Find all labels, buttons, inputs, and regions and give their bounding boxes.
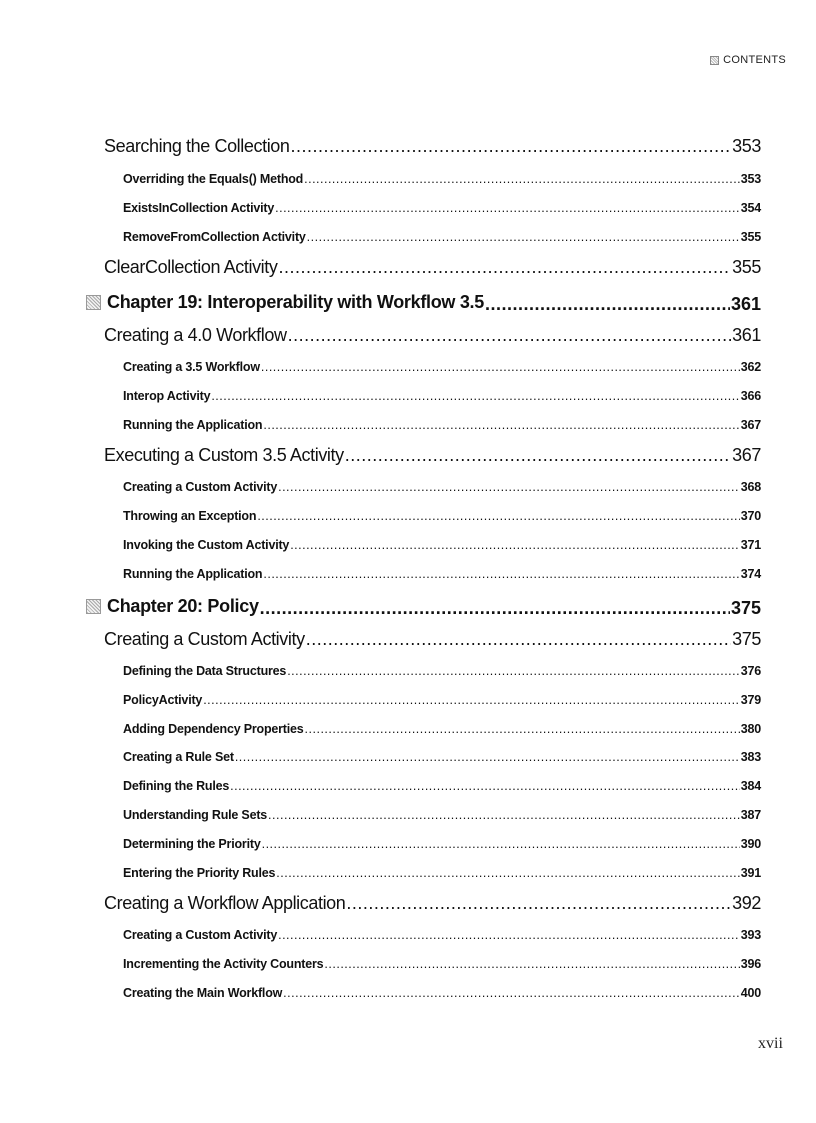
toc-entry-title	[123, 779, 229, 793]
toc-entry-title-text: Interop Activity	[123, 389, 211, 403]
toc-entry-title-text: Creating a Workflow Application	[104, 893, 346, 913]
toc-subsection-entry[interactable]	[123, 360, 761, 374]
toc-entry-title	[123, 538, 289, 552]
toc-entry-page: 361	[732, 325, 761, 345]
dot-leader	[278, 480, 740, 494]
toc-section-entry[interactable]	[104, 629, 761, 650]
toc-subsection-entry[interactable]	[123, 957, 761, 971]
toc-subsection-entry[interactable]	[123, 567, 761, 581]
chapter-square-icon	[86, 295, 101, 310]
toc-entry-title	[123, 693, 202, 707]
dot-leader	[276, 866, 739, 880]
toc-entry-title	[86, 596, 259, 617]
dot-leader	[307, 230, 740, 244]
toc-entry-title	[104, 325, 287, 346]
dot-leader	[235, 750, 740, 764]
toc-subsection-entry[interactable]	[123, 538, 761, 552]
toc-entry-title-text: Creating the Main Workflow	[123, 986, 283, 1000]
toc-subsection-entry[interactable]	[123, 389, 761, 403]
toc-entry-title	[123, 230, 306, 244]
toc-entry-title	[104, 136, 290, 157]
toc-entry-title	[104, 445, 344, 466]
toc-entry-title	[86, 292, 484, 313]
toc-entry-title	[123, 480, 277, 494]
dot-leader	[262, 837, 740, 851]
dot-leader	[263, 567, 739, 581]
toc-entry-title-text: Executing a Custom 3.5 Activity	[104, 445, 344, 465]
toc-entry-page: 393	[740, 928, 761, 942]
dot-leader	[230, 779, 740, 793]
toc-entry-page: 390	[740, 837, 761, 851]
toc-section-entry[interactable]	[104, 136, 761, 157]
toc-entry-page: 361	[730, 294, 761, 314]
dot-leader	[268, 808, 740, 822]
running-head-text: CONTENTS	[723, 54, 786, 66]
toc-entry-title	[123, 928, 277, 942]
toc-entry-page: 371	[740, 538, 761, 552]
dot-leader	[306, 629, 731, 650]
toc-entry-title	[123, 664, 286, 678]
toc-entry-title	[104, 257, 277, 278]
dot-leader	[291, 136, 732, 157]
toc-entry-title-text: Running the Application	[123, 418, 263, 432]
toc-entry-page: 370	[740, 509, 761, 523]
toc-entry-page: 353	[732, 136, 761, 156]
toc-entry-title	[123, 866, 275, 880]
toc-entry-title-text: Invoking the Custom Activity	[123, 538, 290, 552]
toc-subsection-entry[interactable]	[123, 866, 761, 880]
toc-entry-page: 380	[740, 722, 761, 736]
dot-leader	[283, 986, 740, 1000]
toc-entry-title	[123, 172, 303, 186]
toc-entry-page: 354	[740, 201, 761, 215]
toc-entry-title	[123, 957, 323, 971]
toc-section-entry[interactable]	[104, 445, 761, 466]
toc-entry-title-text: ExistsInCollection Activity	[123, 201, 275, 215]
toc-section-entry[interactable]	[104, 893, 761, 914]
toc-entry-title-text: Chapter 19: Interoperability with Workflow 3.5	[107, 292, 484, 312]
toc-entry-title-text: Creating a Custom Activity	[104, 629, 305, 649]
toc-entry-title	[123, 201, 274, 215]
toc-entry-title-text: Entering the Priority Rules	[123, 866, 276, 880]
toc-subsection-entry[interactable]	[123, 779, 761, 793]
toc-entry-page: 366	[740, 389, 761, 403]
toc-entry-page: 355	[732, 257, 761, 277]
toc-entry-title-text: ClearCollection Activity	[104, 257, 278, 277]
toc-entry-title	[123, 837, 261, 851]
toc-entry-title-text: Creating a Custom Activity	[123, 928, 278, 942]
dot-leader	[203, 693, 740, 707]
dot-leader	[288, 325, 732, 346]
toc-entry-title-text: Defining the Data Structures	[123, 664, 287, 678]
toc-entry-page: 355	[740, 230, 761, 244]
toc-entry-title	[123, 389, 210, 403]
toc-entry-page: 375	[732, 629, 761, 649]
toc-entry-page: 383	[740, 750, 761, 764]
dot-leader	[287, 664, 740, 678]
toc-entry-title-text: Searching the Collection	[104, 136, 290, 156]
toc-section-entry[interactable]	[104, 325, 761, 346]
toc-entry-page: 387	[740, 808, 761, 822]
contents-square-icon	[710, 56, 719, 65]
toc-entry-title-text: Understanding Rule Sets	[123, 808, 268, 822]
dot-leader	[290, 538, 740, 552]
toc-subsection-entry[interactable]	[123, 693, 761, 707]
dot-leader	[211, 389, 739, 403]
page-number: xvii	[758, 1035, 783, 1052]
toc-entry-page: 391	[740, 866, 761, 880]
toc-entry-title-text: Creating a 4.0 Workflow	[104, 325, 287, 345]
toc-entry-page: 400	[740, 986, 761, 1000]
toc-entry-title	[104, 629, 305, 650]
toc-subsection-entry[interactable]	[123, 509, 761, 523]
toc-subsection-entry[interactable]	[123, 928, 761, 942]
toc-entry-page: 379	[740, 693, 761, 707]
toc-entry-title-text: Adding Dependency Properties	[123, 722, 304, 736]
toc-subsection-entry[interactable]	[123, 418, 761, 432]
toc-entry-title-text: Throwing an Exception	[123, 509, 257, 523]
toc-entry-title-text: Chapter 20: Policy	[107, 596, 259, 616]
dot-leader	[345, 445, 731, 466]
toc-entry-page: 375	[730, 598, 761, 618]
toc-subsection-entry[interactable]	[123, 664, 761, 678]
dot-leader	[305, 722, 740, 736]
toc-subsection-entry[interactable]	[123, 230, 761, 244]
dot-leader	[260, 598, 730, 619]
toc-entry-title-text: Creating a Custom Activity	[123, 480, 278, 494]
toc-entry-page: 374	[740, 567, 761, 581]
dot-leader	[278, 928, 740, 942]
toc-subsection-entry[interactable]	[123, 808, 761, 822]
dot-leader	[257, 509, 739, 523]
toc-entry-title	[104, 893, 345, 914]
dot-leader	[263, 418, 739, 432]
toc-entry-title	[123, 567, 262, 581]
toc-entry-title	[123, 509, 256, 523]
toc-entry-title-text: Defining the Rules	[123, 779, 230, 793]
running-head	[710, 54, 786, 66]
toc-entry-title	[123, 360, 260, 374]
chapter-square-icon	[86, 599, 101, 614]
toc-subsection-entry[interactable]	[123, 201, 761, 215]
toc-entry-title-text: Incrementing the Activity Counters	[123, 957, 324, 971]
toc-entry-page: 368	[740, 480, 761, 494]
toc-entry-page: 376	[740, 664, 761, 678]
toc-entry-title	[123, 418, 262, 432]
toc-subsection-entry[interactable]	[123, 750, 761, 764]
toc-entry-title	[123, 750, 234, 764]
dot-leader	[278, 257, 731, 278]
toc-entry-title-text: PolicyActivity	[123, 693, 203, 707]
toc-entry-page: 396	[740, 957, 761, 971]
toc-entry-page: 367	[740, 418, 761, 432]
toc-subsection-entry[interactable]	[123, 837, 761, 851]
toc-entry-title-text: Creating a Rule Set	[123, 750, 234, 764]
toc-entry-title	[123, 808, 267, 822]
toc-entry-title-text: Creating a 3.5 Workflow	[123, 360, 260, 374]
dot-leader	[304, 172, 740, 186]
toc-entry-page: 353	[740, 172, 761, 186]
toc-entry-page: 362	[740, 360, 761, 374]
dot-leader	[485, 294, 730, 315]
toc-chapter-entry[interactable]	[86, 596, 761, 619]
toc-entry-title-text: Overriding the Equals() Method	[123, 172, 304, 186]
dot-leader	[275, 201, 740, 215]
toc-entry-page: 367	[732, 445, 761, 465]
dot-leader	[324, 957, 739, 971]
dot-leader	[346, 893, 731, 914]
toc-entry-title	[123, 722, 304, 736]
toc-subsection-entry[interactable]	[123, 480, 761, 494]
toc-subsection-entry[interactable]	[123, 986, 761, 1000]
toc-entry-title	[123, 986, 282, 1000]
toc-entry-title-text: Running the Application	[123, 567, 263, 581]
toc-entry-title-text: RemoveFromCollection Activity	[123, 230, 306, 244]
toc-section-entry[interactable]	[104, 257, 761, 278]
dot-leader	[261, 360, 740, 374]
toc-subsection-entry[interactable]	[123, 172, 761, 186]
toc-entry-page: 384	[740, 779, 761, 793]
toc-entry-page: 392	[732, 893, 761, 913]
toc-entry-title-text: Determining the Priority	[123, 837, 261, 851]
toc-subsection-entry[interactable]	[123, 722, 761, 736]
toc-chapter-entry[interactable]	[86, 292, 761, 315]
